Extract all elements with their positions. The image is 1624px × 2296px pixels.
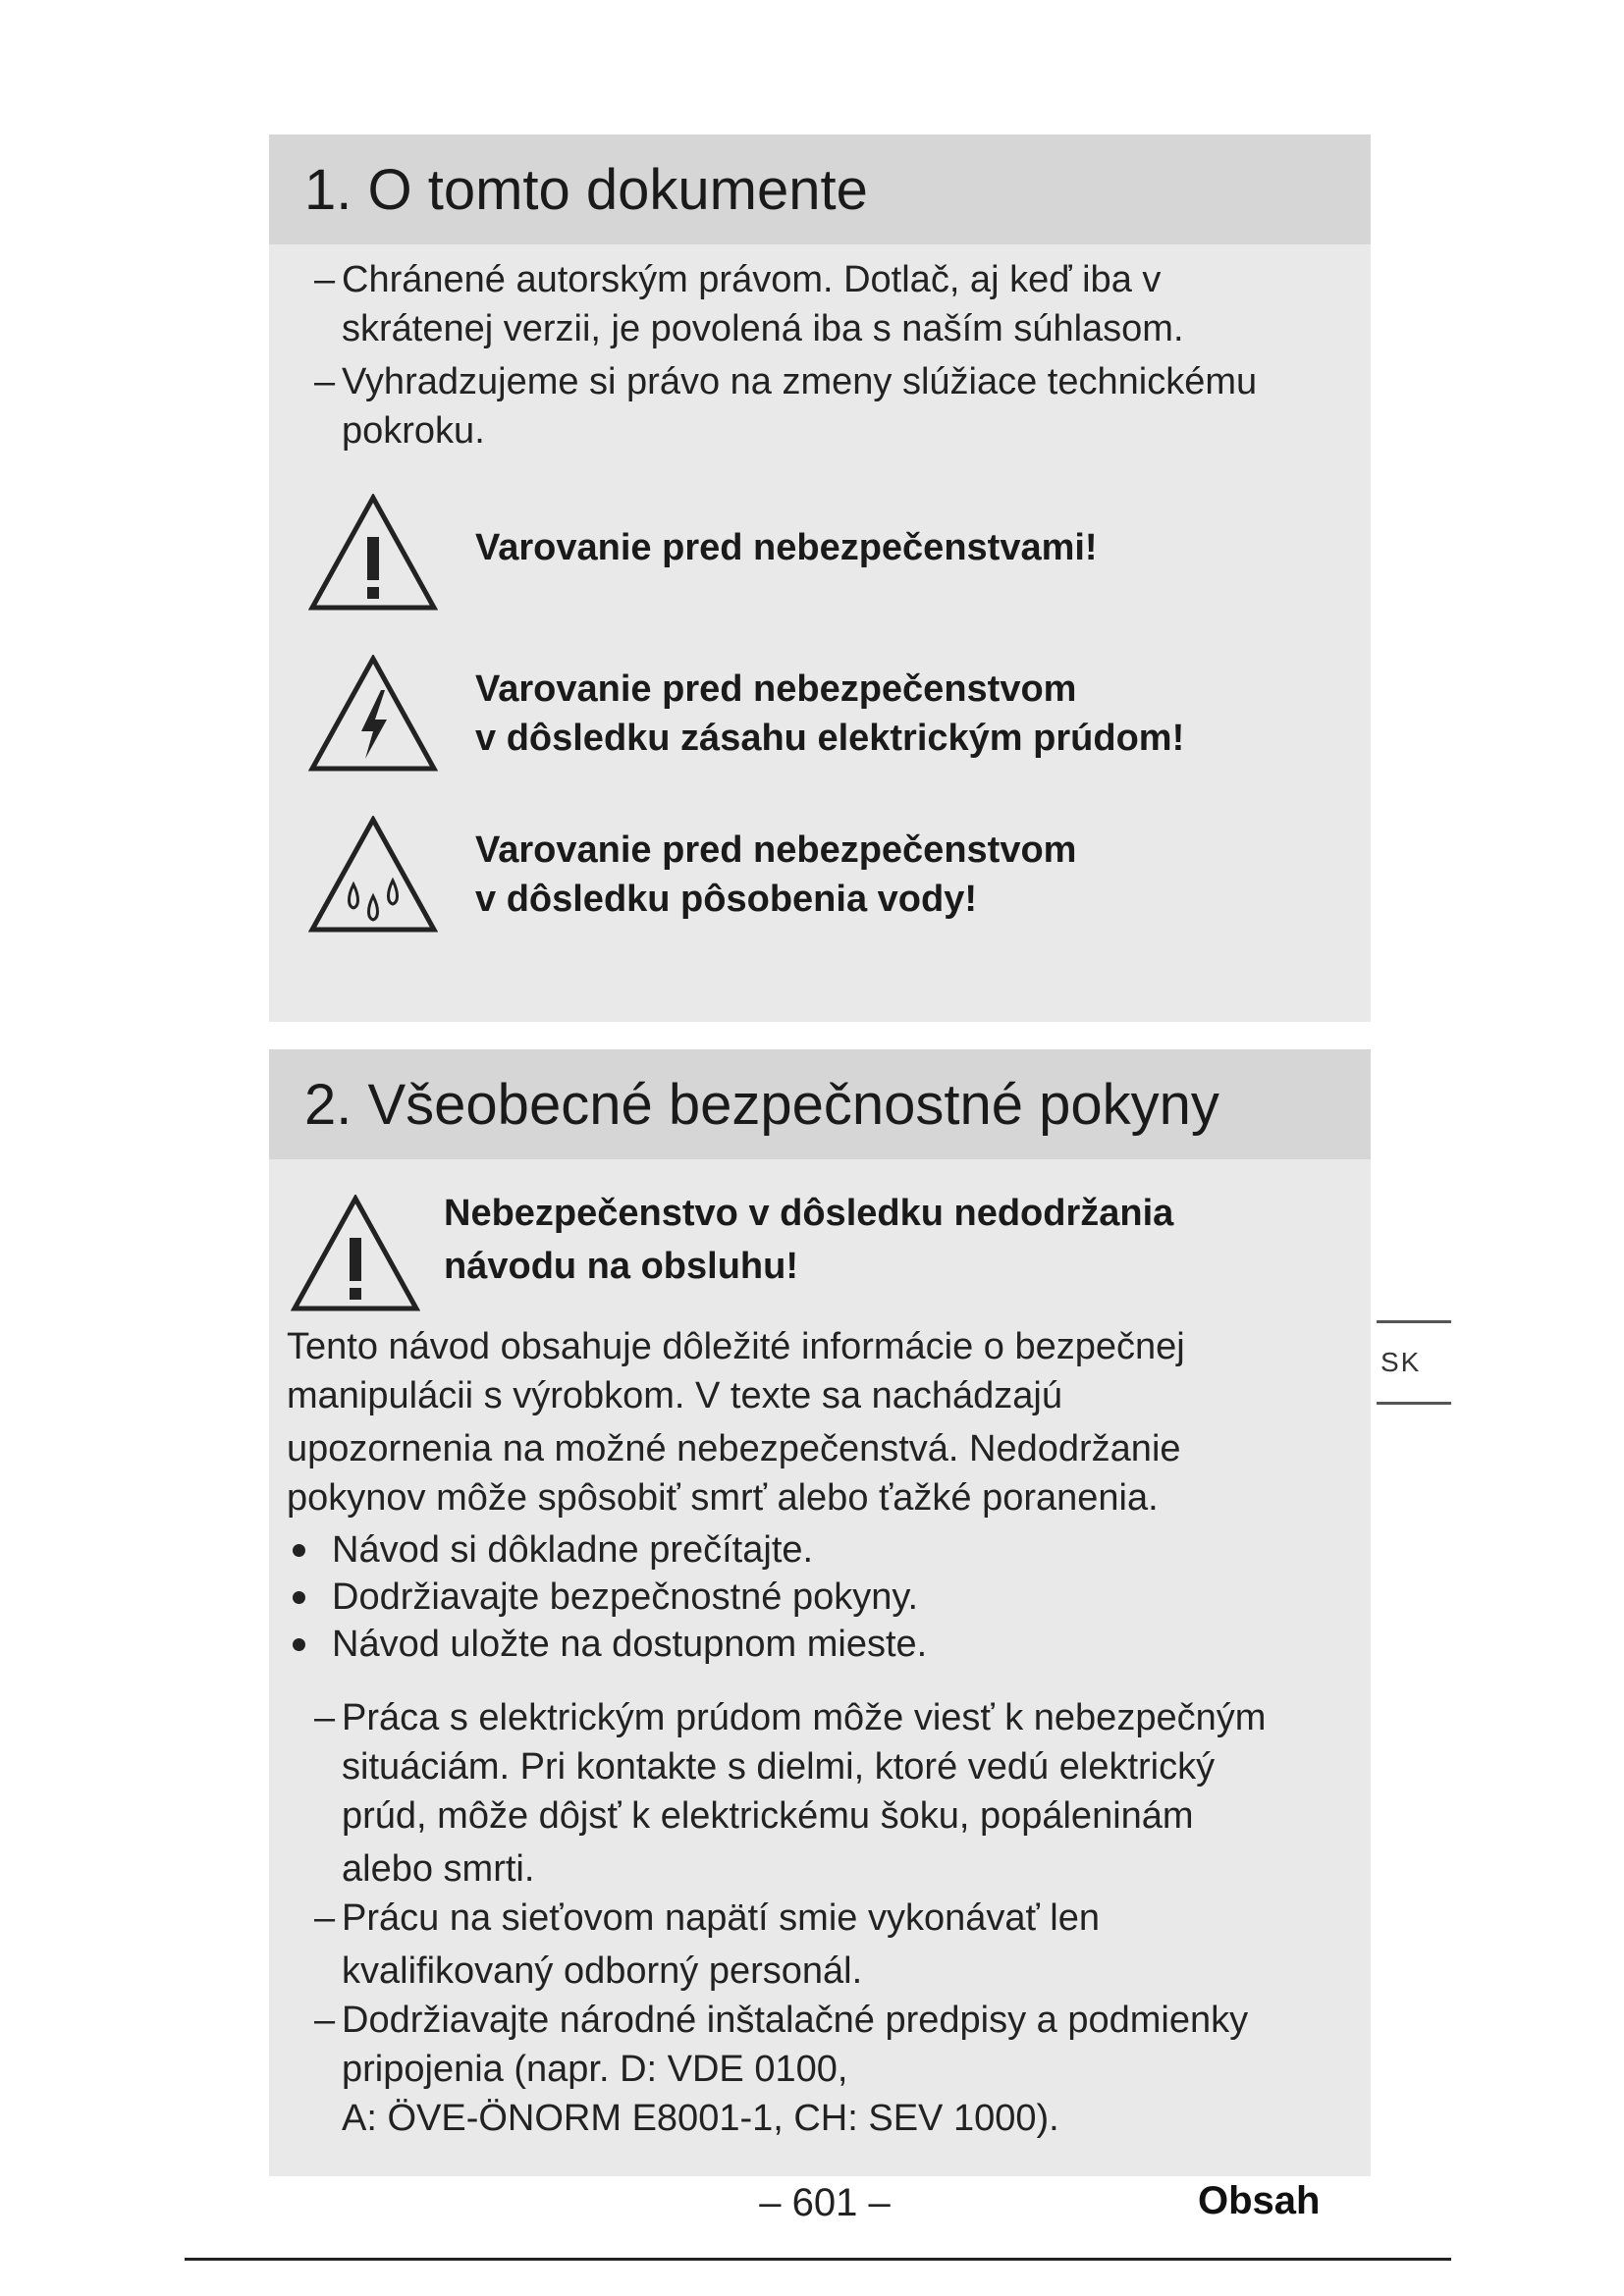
dash-marker: –: [314, 361, 336, 402]
water-hazard-icon: [308, 816, 438, 934]
warning-line: Nebezpečenstvo v dôsledku nedodržania: [444, 1193, 1174, 1234]
note-item: [269, 357, 1349, 455]
warning-text: [444, 1187, 1173, 1293]
warning-line: v dôsledku pôsobenia vody!: [475, 879, 977, 920]
warning-text: [475, 665, 1184, 763]
dash-marker: –: [314, 259, 336, 300]
note-line: skrátenej verzii, je povolená iba s naším súhlasom.: [342, 308, 1184, 349]
section-title: 1. O tomto dokumente: [304, 157, 868, 222]
language-label: SK: [1380, 1347, 1422, 1377]
section-general-safety: [269, 1049, 1371, 2176]
note-line: pokroku.: [342, 410, 485, 452]
note-line: Dodržiavajte národné inštalačné predpisy a podmienky: [342, 2000, 1249, 2041]
note-line: alebo smrti.: [342, 1848, 535, 1890]
section-about-document: [269, 134, 1371, 1022]
general-warning-icon: [308, 494, 438, 612]
electrical-notes: [269, 1693, 1371, 2143]
footer-rule: [185, 2258, 1451, 2261]
note-item: [269, 1693, 1371, 1894]
table-of-contents-link[interactable]: Obsah: [1198, 2179, 1321, 2222]
bullet-list: [287, 1526, 1357, 1668]
intro-line: upozornenia na možné nebezpečenstvá. Nedodržanie: [287, 1428, 1181, 1469]
intro-paragraph: [287, 1322, 1357, 1522]
note-line: pripojenia (napr. D: VDE 0100,: [342, 2049, 848, 2090]
warning-text: [475, 523, 1098, 572]
note-line: Chránené autorským právom. Dotlač, aj keď iba v: [342, 259, 1162, 300]
note-line: A: ÖVE-ÖNORM E8001-1, CH: SEV 1000).: [342, 2098, 1059, 2139]
warning-text: [475, 826, 1076, 924]
language-tab[interactable]: [1377, 1320, 1451, 1405]
warning-line: návodu na obsluhu!: [444, 1246, 798, 1287]
bullet-dot: [293, 1638, 305, 1651]
bullet-dot: [293, 1591, 305, 1604]
warning-general: [308, 494, 1349, 612]
list-item: Návod uložte na dostupnom mieste.: [287, 1621, 1357, 1668]
section-title: 2. Všeobecné bezpečnostné pokyny: [304, 1072, 1219, 1137]
page-number: – 601 –: [759, 2181, 891, 2224]
intro-line: pokynov môže spôsobiť smrť alebo ťažké poranenia.: [287, 1477, 1159, 1519]
copyright-notes: [269, 255, 1349, 455]
dash-marker: –: [314, 1897, 336, 1939]
warning-line: Varovanie pred nebezpečenstvom: [475, 829, 1077, 871]
warning-line: Varovanie pred nebezpečenstvami!: [475, 527, 1098, 568]
note-item: [269, 1894, 1371, 1996]
note-line: situáciám. Pri kontakte s dielmi, ktoré vedú elektrický: [342, 1746, 1216, 1788]
electric-shock-icon: [308, 655, 438, 773]
list-item: Dodržiavajte bezpečnostné pokyny.: [287, 1574, 1357, 1621]
general-warning-icon: [291, 1195, 420, 1312]
section-header: [269, 134, 1371, 244]
list-item: Návod si dôkladne prečítajte.: [287, 1526, 1357, 1574]
note-item: [269, 1996, 1371, 2143]
note-line: kvalifikovaný odborný personál.: [342, 1950, 863, 1992]
dash-marker: –: [314, 2000, 336, 2041]
warning-electric: [308, 655, 1349, 773]
note-line: Prácu na sieťovom napätí smie vykonávať len: [342, 1897, 1101, 1939]
note-item: [269, 255, 1349, 353]
section-header: [269, 1049, 1371, 1159]
warning-line: v dôsledku zásahu elektrickým prúdom!: [475, 718, 1185, 759]
note-line: prúd, môže dôjsť k elektrickému šoku, popáleninám: [342, 1795, 1194, 1837]
note-line: Vyhradzujeme si právo na zmeny slúžiace technickému: [342, 361, 1258, 402]
warning-water: [308, 816, 1349, 934]
warning-line: Varovanie pred nebezpečenstvom: [475, 668, 1077, 710]
dash-marker: –: [314, 1697, 336, 1738]
note-line: Práca s elektrickým prúdom môže viesť k nebezpečným: [342, 1697, 1267, 1738]
warning-instructions: [291, 1195, 1331, 1312]
intro-line: manipulácii s výrobkom. V texte sa nachádzajú: [287, 1375, 1062, 1416]
bullet-dot: [293, 1544, 305, 1557]
intro-line: Tento návod obsahuje dôležité informácie o bezpečnej: [287, 1326, 1185, 1367]
